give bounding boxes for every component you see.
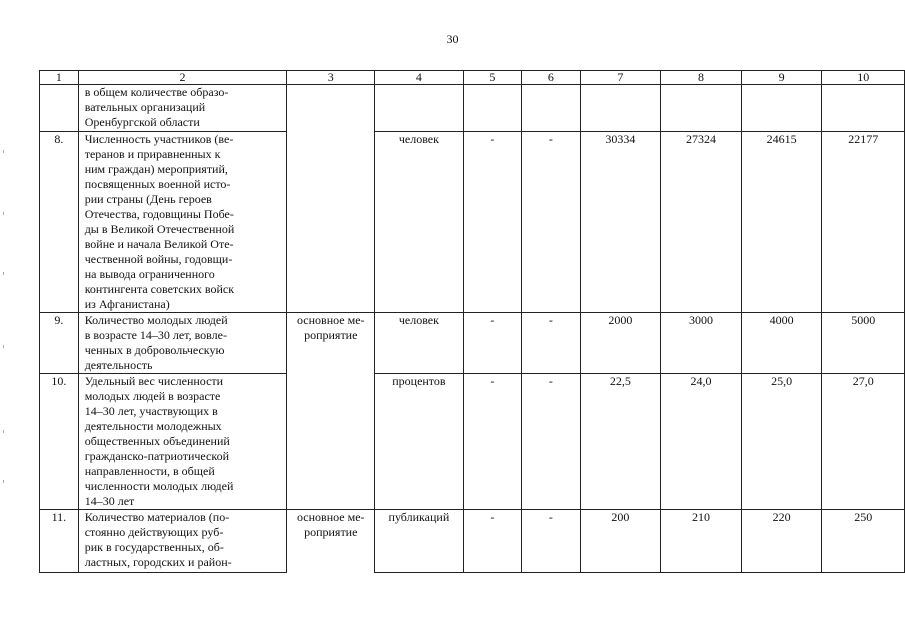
value-col10: 27,0: [822, 374, 905, 510]
unit: человек: [375, 313, 463, 374]
header-cell: 10: [822, 71, 905, 85]
header-row: [40, 71, 905, 85]
header-cell: 2: [78, 71, 287, 85]
value-col7: [580, 85, 661, 132]
event-type: [287, 85, 375, 313]
unit: публикаций: [375, 510, 463, 573]
value-col6: -: [522, 132, 580, 313]
value-col5: -: [463, 132, 521, 313]
value-col5: -: [463, 510, 521, 573]
header-cell: 7: [580, 71, 661, 85]
value-col8: 210: [661, 510, 742, 573]
row-number: 9.: [40, 313, 79, 374]
table-row: [40, 132, 905, 313]
unit: человек: [375, 132, 463, 313]
value-col5: -: [463, 313, 521, 374]
value-col6: [522, 85, 580, 132]
value-col5: [463, 85, 521, 132]
indicator-name: в общем количестве образо- вательных организаций Оренбургской области: [78, 85, 287, 132]
value-col7: 2000: [580, 313, 661, 374]
row-number: 10.: [40, 374, 79, 510]
table-row: [40, 510, 905, 573]
indicator-name: Количество молодых людей в возрасте 14–30 лет, вовле- ченных в добровольческую деятельность: [78, 313, 287, 374]
value-col9: 25,0: [741, 374, 822, 510]
indicator-name: Удельный вес численности молодых людей в возрасте 14–30 лет, участвующих в деятельности молодежных общественных объединений гражданско-патриотической направленности, в общей численности молодых людей 14–30 лет: [78, 374, 287, 510]
event-type: основное ме- роприятие: [287, 510, 375, 573]
value-col10: 22177: [822, 132, 905, 313]
value-col9: 4000: [741, 313, 822, 374]
header-cell: 3: [287, 71, 375, 85]
indicators-table: [39, 70, 905, 573]
header-cell: 5: [463, 71, 521, 85]
value-col5: -: [463, 374, 521, 510]
value-col8: [661, 85, 742, 132]
value-col10: 250: [822, 510, 905, 573]
value-col7: 30334: [580, 132, 661, 313]
header-cell: 8: [661, 71, 742, 85]
table-row: [40, 313, 905, 374]
unit: процентов: [375, 374, 463, 510]
value-col8: 24,0: [661, 374, 742, 510]
table-row: [40, 374, 905, 510]
margin-mark: [3, 345, 4, 348]
header-cell: 1: [40, 71, 79, 85]
margin-mark: [3, 150, 4, 153]
margin-mark: [3, 430, 4, 433]
indicator-name: Численность участников (ве- теранов и приравненных к ним граждан) мероприятий, посвященных военной исто- рии страны (День героев Отечества, годовщины Побе- ды в Великой Отечественной войне и начала Великой Оте- чественной войны, годовщи- на вывода ограниченного контингента советских войск из Афганистана): [78, 132, 287, 313]
value-col10: [822, 85, 905, 132]
value-col6: -: [522, 374, 580, 510]
row-number: 11.: [40, 510, 79, 573]
value-col7: 200: [580, 510, 661, 573]
value-col7: 22,5: [580, 374, 661, 510]
margin-mark: [3, 480, 4, 483]
value-col9: [741, 85, 822, 132]
row-number: 8.: [40, 132, 79, 313]
row-number: [40, 85, 79, 132]
header-cell: 6: [522, 71, 580, 85]
event-type: основное ме- роприятие: [287, 313, 375, 510]
unit: [375, 85, 463, 132]
value-col6: -: [522, 510, 580, 573]
value-col9: 24615: [741, 132, 822, 313]
value-col10: 5000: [822, 313, 905, 374]
value-col8: 3000: [661, 313, 742, 374]
value-col9: 220: [741, 510, 822, 573]
header-cell: 4: [375, 71, 463, 85]
margin-mark: [3, 272, 4, 275]
value-col6: -: [522, 313, 580, 374]
value-col8: 27324: [661, 132, 742, 313]
table-row: [40, 85, 905, 132]
header-cell: 9: [741, 71, 822, 85]
page-number: 30: [446, 32, 459, 46]
indicator-name: Количество материалов (по- стоянно действующих руб- рик в государственных, об- ластных, городских и район-: [78, 510, 287, 573]
margin-mark: [3, 212, 4, 215]
